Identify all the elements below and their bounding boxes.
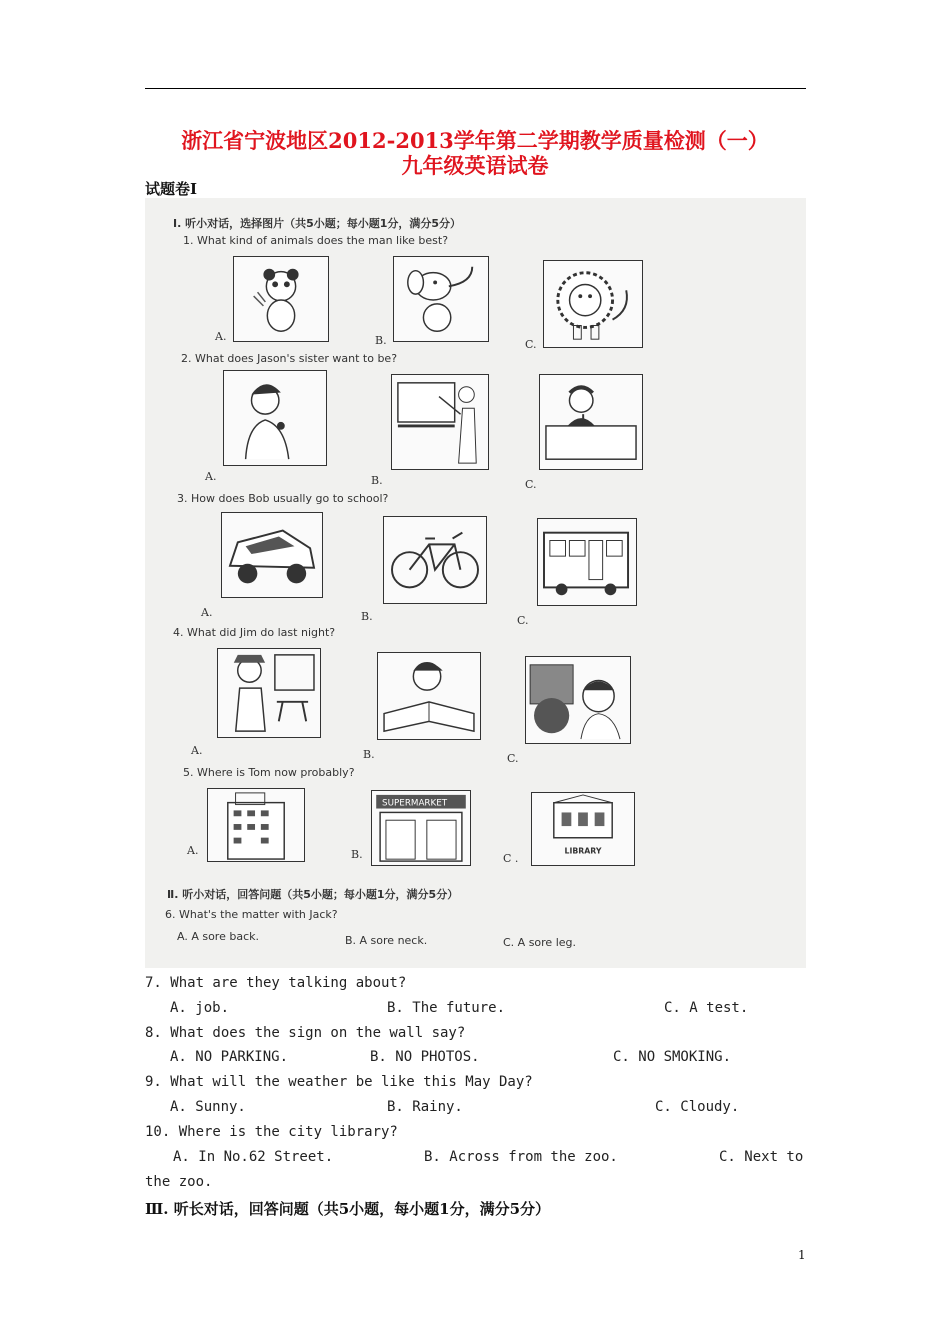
- question-4: 4. What did Jim do last night?: [173, 626, 336, 639]
- section-label: 试题卷Ⅰ: [145, 180, 198, 198]
- option-a: A.: [187, 844, 199, 857]
- question-6-option-a: A. A sore back.: [177, 930, 259, 943]
- option-b: B.: [351, 848, 363, 861]
- teacher-icon: [391, 374, 489, 470]
- question-9-option-c: C. Cloudy.: [655, 1099, 740, 1115]
- question-9-option-b: B. Rainy.: [387, 1099, 463, 1115]
- lion-icon: [543, 260, 643, 348]
- option-c: C.: [507, 752, 519, 765]
- question-8: 8. What does the sign on the wall say?: [145, 1025, 466, 1041]
- question-7-option-b: B. The future.: [387, 1000, 506, 1016]
- bicycle-icon: [383, 516, 487, 604]
- painting-icon: [217, 648, 321, 738]
- question-8-option-b: B. NO PHOTOS.: [370, 1049, 480, 1065]
- part1-heading: I. 听小对话，选择图片（共5小题；每小题1分，满分5分）: [173, 217, 462, 230]
- question-7-option-c: C. A test.: [664, 1000, 749, 1016]
- question-8-option-a: A. NO PARKING.: [170, 1049, 289, 1065]
- option-c: C.: [525, 478, 537, 491]
- option-b: B.: [371, 474, 383, 487]
- library-icon: [531, 792, 635, 866]
- option-c: C .: [503, 852, 519, 865]
- question-6-option-b: B. A sore neck.: [345, 934, 428, 947]
- question-2: 2. What does Jason's sister want to be?: [181, 352, 398, 365]
- question-6-option-c: C. A sore leg.: [503, 936, 577, 949]
- question-6: 6. What's the matter with Jack?: [165, 908, 338, 921]
- library-sign: LIBRARY: [564, 846, 602, 856]
- question-10-option-a: A. In No.62 Street.: [173, 1149, 334, 1165]
- header-rule: [145, 88, 806, 89]
- question-10-option-c-continued: the zoo.: [145, 1174, 213, 1190]
- hospital-icon: [207, 788, 305, 862]
- question-8-option-c: C. NO SMOKING.: [613, 1049, 732, 1065]
- option-c: C.: [525, 338, 537, 351]
- question-10-option-c: C. Next to: [719, 1149, 804, 1165]
- question-10-option-b: B. Across from the zoo.: [424, 1149, 618, 1165]
- option-b: B.: [361, 610, 373, 623]
- reading-icon: [377, 652, 481, 740]
- watching-tv-icon: [525, 656, 631, 744]
- reporter-icon: [539, 374, 643, 470]
- question-7-option-a: A. job.: [170, 1000, 230, 1016]
- part2-heading: Ⅱ. 听小对话，回答问题（共5小题；每小题1分，满分5分）: [167, 888, 459, 901]
- question-10: 10. Where is the city library?: [145, 1124, 398, 1140]
- question-9: 9. What will the weather be like this May Day?: [145, 1074, 533, 1090]
- bus-icon: [537, 518, 637, 606]
- document-title: 浙江省宁波地区2012-2013学年第二学期教学质量检测（一）: [181, 128, 769, 153]
- question-5: 5. Where is Tom now probably?: [183, 766, 355, 779]
- elephant-icon: [393, 256, 489, 342]
- option-b: B.: [363, 748, 375, 761]
- question-9-option-a: A. Sunny.: [170, 1099, 246, 1115]
- part3-heading: Ⅲ. 听长对话，回答问题（共5小题，每小题1分，满分5分）: [145, 1200, 551, 1218]
- page-number: 1: [798, 1248, 806, 1262]
- question-7: 7. What are they talking about?: [145, 975, 407, 991]
- option-a: A.: [191, 744, 203, 757]
- option-a: A.: [215, 330, 227, 343]
- document-subtitle: 九年级英语试卷: [401, 153, 549, 178]
- option-a: A.: [201, 606, 213, 619]
- option-a: A.: [205, 470, 217, 483]
- question-3: 3. How does Bob usually go to school?: [177, 492, 389, 505]
- shop-sign: SUPERMARKET: [382, 798, 448, 809]
- singer-icon: [223, 370, 327, 466]
- option-c: C.: [517, 614, 529, 627]
- question-1: 1. What kind of animals does the man like best?: [183, 234, 449, 247]
- car-icon: [221, 512, 323, 598]
- scanned-exam-image: [145, 198, 806, 968]
- panda-icon: [233, 256, 329, 342]
- option-b: B.: [375, 334, 387, 347]
- supermarket-icon: [371, 790, 471, 866]
